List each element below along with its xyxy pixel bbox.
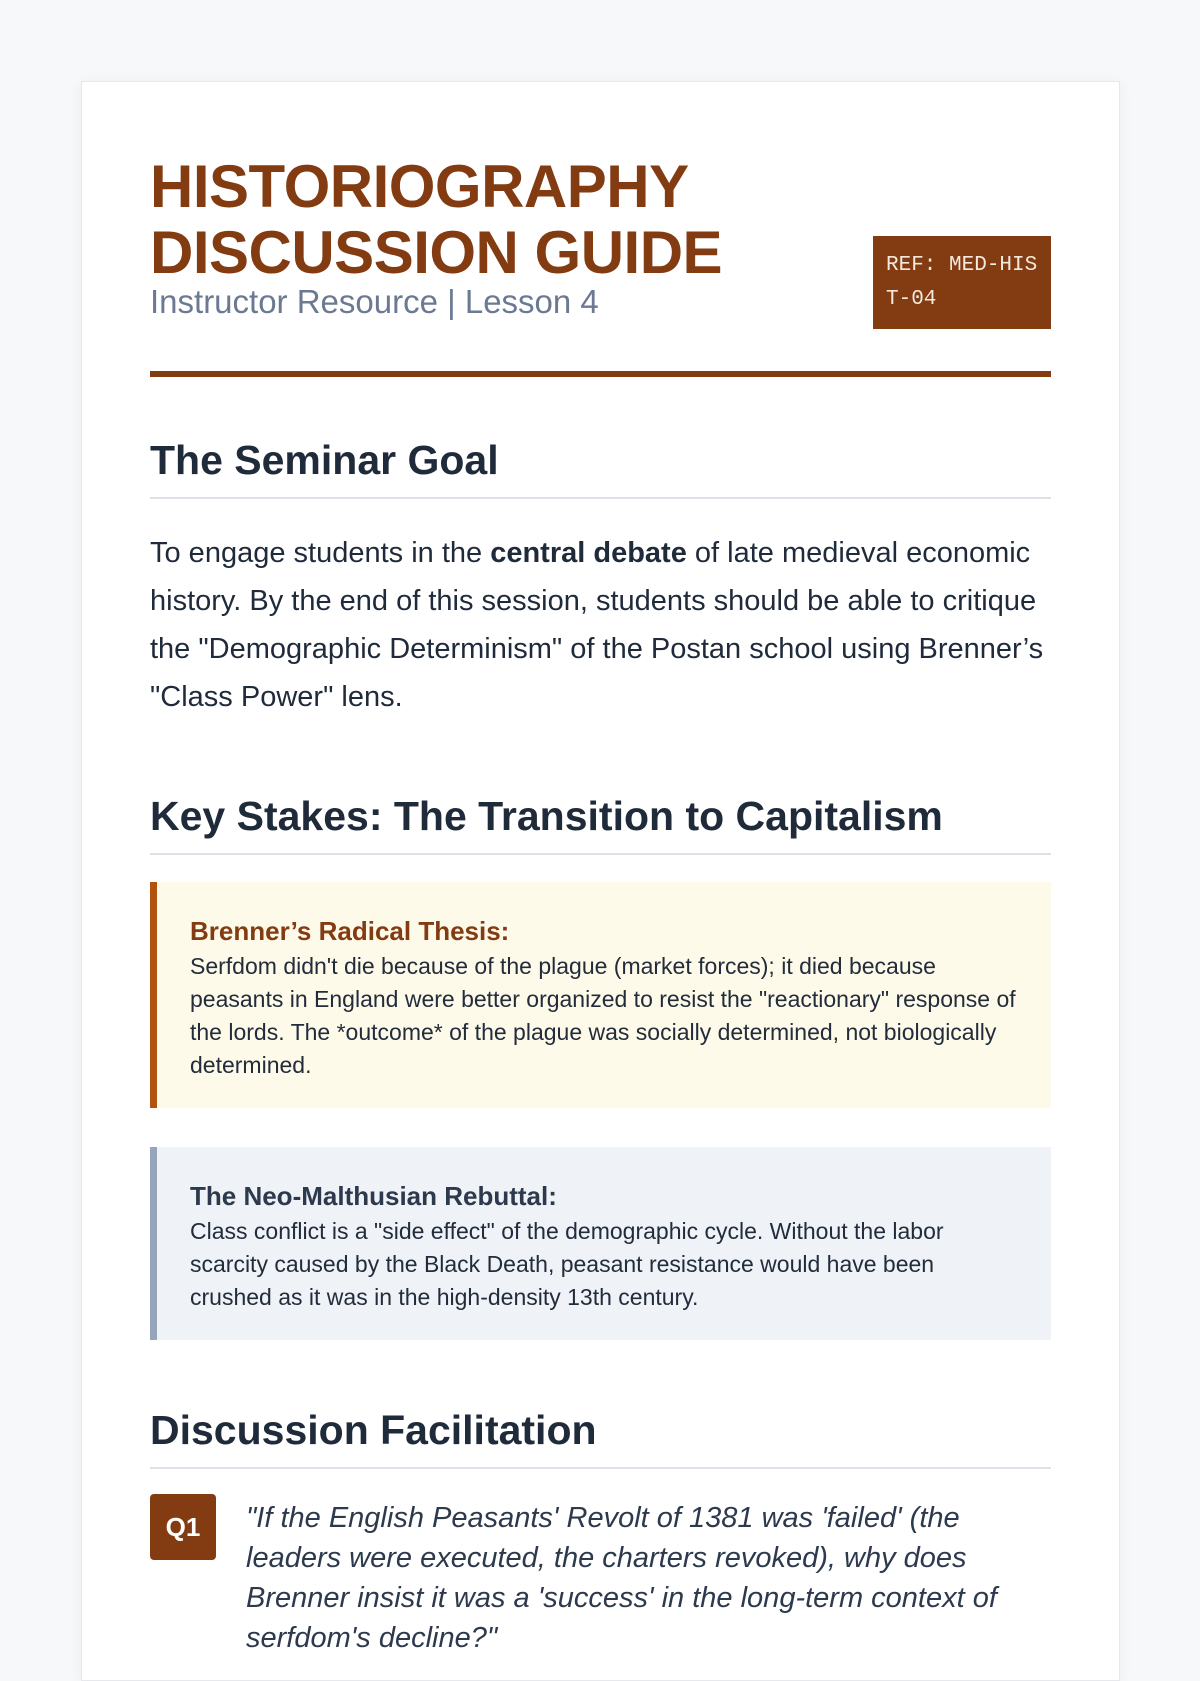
callout-neo-malthusian-rebuttal — [150, 1147, 1051, 1340]
title-line-2: DISCUSSION GUIDE — [150, 219, 723, 286]
goal-text-emphasis: central debate — [490, 537, 687, 569]
callout-brenner-thesis — [150, 882, 1051, 1108]
callout-body: Class conflict is a "side effect" of the demographic cycle. Without the labor scarcity caused by the Black Death, peasant resistance would have been crushed as it was in the high-density 13th century. — [190, 1218, 944, 1310]
document-header — [150, 82, 1051, 377]
document-page — [81, 81, 1120, 1681]
goal-text-end: of late medieval economic history. By the end of this session, students should be able to critique the "Demographic Determinism" of the Postan school using Brenner’s "Class Power" lens. — [150, 537, 1044, 713]
callout-body: Serfdom didn't die because of the plague (market forces); it died because peasants in England were better organized to resist the "reactionary" response of the lords. The *outcome* of the plague was socially determined, not biologically determined. — [190, 953, 1016, 1078]
section-title-discussion-facilitation: Discussion Facilitation — [150, 1405, 1051, 1469]
seminar-goal-paragraph — [150, 529, 1051, 721]
section-title-key-stakes: Key Stakes: The Transition to Capitalism — [150, 791, 1051, 855]
reference-badge: REF: MED-HIST-04 — [873, 236, 1051, 329]
callout-title: Brenner’s Radical Thesis: — [190, 916, 510, 946]
question-text: "If the English Peasants' Revolt of 1381 was 'failed' (the leaders were executed, the charters revoked), why does Brenner insist it was a 'success' in the long-term context of serfdom's decline?" — [246, 1502, 997, 1654]
section-title-seminar-goal: The Seminar Goal — [150, 435, 1051, 499]
callout-title: The Neo-Malthusian Rebuttal: — [190, 1181, 557, 1211]
subtitle: Instructor Resource | Lesson 4 — [150, 283, 599, 320]
goal-text-start: To engage students in the — [150, 537, 491, 569]
question-number-badge: Q1 — [150, 1494, 216, 1560]
discussion-question — [150, 1494, 1051, 1658]
title-line-1: HISTORIOGRAPHY — [150, 153, 689, 220]
